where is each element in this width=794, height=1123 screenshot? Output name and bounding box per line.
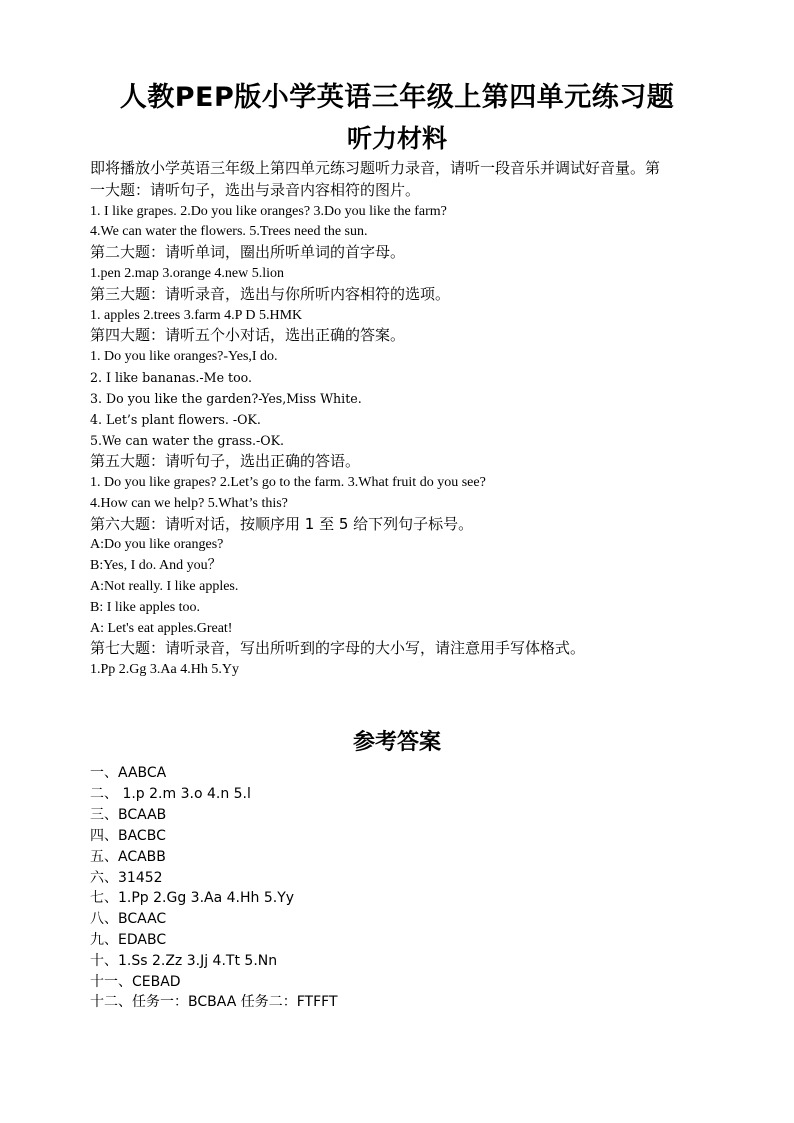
intro-line-1: 即将播放小学英语三年级上第四单元练习题听力录音，请听一段音乐并调试好音量。第 (90, 159, 661, 177)
answer-line-5: 五、ACABB (90, 849, 166, 865)
part6-heading: 第六大题：请听对话，按顺序用 1 至 5 给下列句子标号。 (90, 515, 474, 533)
part1-line-2: 4.We can water the flowers. 5.Trees need the sun. (90, 224, 368, 239)
part6-line-3: A:Not really. I like apples. (90, 579, 239, 594)
section-title-listening: 听力材料 (346, 124, 447, 153)
part2-line-1: 1.pen 2.map 3.orange 4.new 5.lion (90, 266, 285, 281)
answer-line-2: 二、 1.p 2.m 3.o 4.n 5.l (90, 786, 251, 802)
part5-heading: 第五大题：请听句子，选出正确的答语。 (90, 452, 361, 470)
part4-line-1: 1. Do you like oranges?-Yes,I do. (90, 349, 278, 364)
intro-line-2: 一大题：请听句子，选出与录音内容相符的图片。 (90, 181, 421, 199)
part6-line-5: A: Let's eat apples.Great! (90, 621, 233, 636)
answer-line-1: 一、AABCA (90, 765, 167, 781)
part2-heading: 第二大题：请听单词，圈出所听单词的首字母。 (90, 243, 406, 261)
part4-line-2: 2. I like bananas.-Me too. (90, 370, 253, 385)
part1-line-1: 1. I like grapes. 2.Do you like oranges? 3.Do you like the farm? (90, 204, 447, 219)
answer-line-6: 六、31452 (90, 870, 163, 886)
answer-line-3: 三、BCAAB (90, 807, 167, 823)
document-title: 人教PEP版小学英语三年级上第四单元练习题 (119, 82, 675, 113)
answer-line-4: 四、BACBC (90, 828, 166, 844)
part7-line-1: 1.Pp 2.Gg 3.Aa 4.Hh 5.Yy (90, 662, 239, 677)
part6-line-2: B:Yes, I do. And you？ (90, 558, 222, 573)
answer-line-11: 十一、CEBAD (90, 974, 181, 990)
part5-line-1: 1. Do you like grapes? 2.Let’s go to the farm. 3.What fruit do you see? (90, 475, 486, 490)
part6-line-4: B: I like apples too. (90, 600, 201, 615)
answers-title: 参考答案 (352, 730, 441, 755)
answer-line-10: 十、1.Ss 2.Zz 3.Jj 4.Tt 5.Nn (90, 953, 278, 969)
answer-line-9: 九、EDABC (90, 932, 167, 948)
answer-line-8: 八、BCAAC (90, 911, 167, 927)
part5-line-2: 4.How can we help? 5.What’s this? (90, 496, 288, 511)
part3-line-1: 1. apples 2.trees 3.farm 4.P D 5.HMK (90, 308, 303, 323)
part3-heading: 第三大题：请听录音，选出与你所听内容相符的选项。 (90, 285, 451, 303)
part4-line-5: 5.We can water the grass.-OK. (90, 433, 285, 448)
part6-line-1: A:Do you like oranges? (90, 537, 224, 552)
answer-line-7: 七、1.Pp 2.Gg 3.Aa 4.Hh 5.Yy (90, 890, 295, 906)
part4-heading: 第四大题：请听五个小对话，选出正确的答案。 (90, 326, 406, 344)
part7-heading: 第七大题：请听录音，写出所听到的字母的大小写，请注意用手写体格式。 (90, 639, 586, 657)
part4-line-4: 4. Let’s plant flowers. -OK. (90, 412, 261, 427)
answer-line-12: 十二、任务一：BCBAA 任务二：FTFFT (90, 994, 338, 1010)
part4-line-3: 3. Do you like the garden?-Yes,Miss White. (90, 391, 362, 406)
